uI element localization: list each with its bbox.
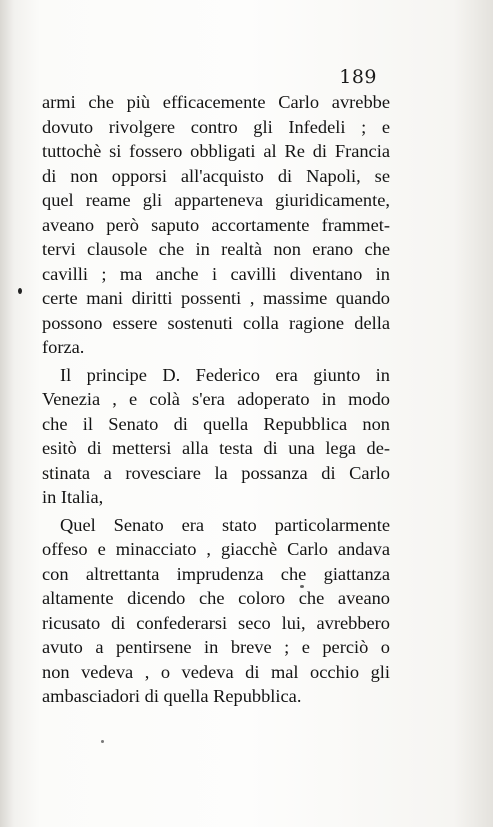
text-line: offeso e minacciato , giacchè Carlo andava — [42, 539, 390, 559]
text-line: possono essere sostenuti colla ragione della — [42, 312, 390, 333]
paragraph-3 — [42, 513, 390, 709]
text-line: avuto a pentirsene in breve ; e perciò o — [42, 637, 390, 657]
text-line: Il principe D. Federico era giunto in — [60, 364, 390, 385]
text-line: esitò di mettersi alla testa di una lega de- — [42, 438, 390, 458]
text-line: aveano però saputo accortamente frammet- — [42, 214, 390, 235]
paragraph-2 — [42, 363, 390, 510]
text-line: forza. — [42, 337, 85, 357]
text-line: dovuto rivolgere contro gli Infedeli ; e — [42, 116, 390, 137]
text-line: non vedeva , o vedeva di mal occhio gli — [42, 661, 390, 682]
body-text — [42, 90, 390, 709]
ink-speck — [101, 740, 104, 743]
text-line: tervi clausole che in realtà non erano che — [42, 239, 390, 259]
text-line: di non opporsi all'acquisto di Napoli, se — [42, 165, 390, 186]
text-line: stinata a rovesciare la possanza di Carlo — [42, 462, 390, 483]
text-line: tuttochè si fossero obbligati al Re di Francia — [42, 141, 390, 161]
text-line: armi che più efficacemente Carlo avrebbe — [42, 92, 390, 112]
text-line: Quel Senato era stato particolarmente — [60, 514, 390, 535]
text-line: in Italia, — [42, 487, 104, 507]
ink-speck — [300, 585, 304, 588]
text-line: con altrettanta imprudenza che giattanza — [42, 563, 390, 584]
text-line: ambasciadori di quella Repubblica. — [42, 686, 302, 706]
text-line: altamente dicendo che coloro che aveano — [42, 588, 390, 608]
paragraph-1 — [42, 90, 390, 360]
text-line: che il Senato di quella Repubblica non — [42, 413, 390, 434]
text-line: cavilli ; ma anche i cavilli diventano in — [42, 263, 390, 284]
text-line: Venezia , e colà s'era adoperato in modo — [42, 389, 390, 409]
text-line: certe mani diritti possenti , massime quando — [42, 288, 390, 308]
page-number: 189 — [339, 66, 377, 88]
text-line: ricusato di confederarsi seco lui, avrebbero — [42, 612, 390, 633]
text-line: quel reame gli apparteneva giuridicamente, — [42, 190, 390, 210]
ink-speck — [18, 288, 22, 294]
